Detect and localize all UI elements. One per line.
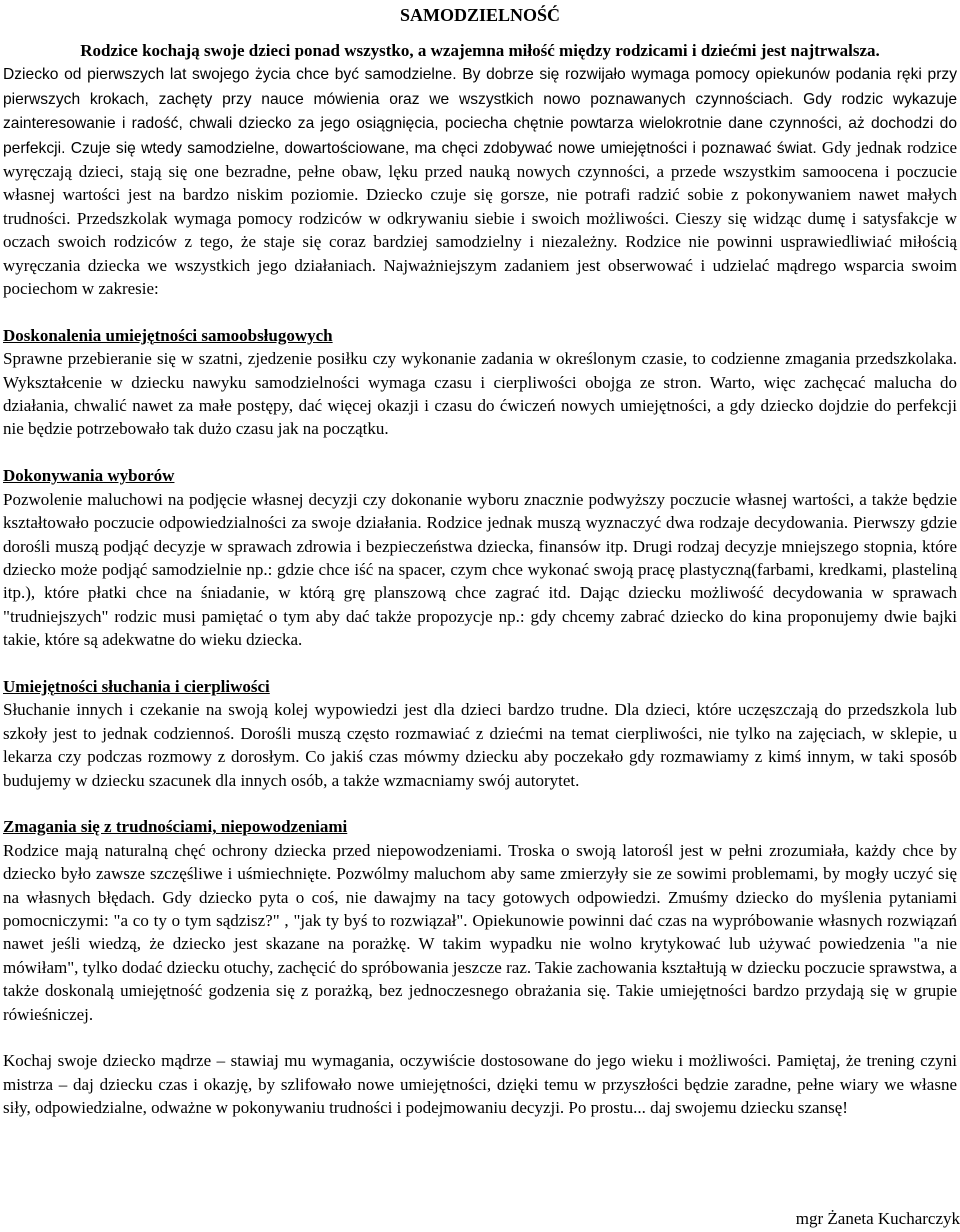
spacer <box>3 652 957 675</box>
section-text: Rodzice mają naturalną chęć ochrony dziecka przed niepowodzeniami. Troska o swoją latorośl jest w pełni zrozumiała, każdy chce by dziecko było zawsze szczęśliwe i uśmiechnięte. Pozwólmy maluchom aby same zmierzyły sie ze sowimi problemami, by mogły uczyć się na własnych błędach. Gdy dziecko pyta o coś, nie dawajmy na tacy gotowych odpowiedzi. Zmuśmy dziecko do myślenia pytaniami pomocniczymi: "a co ty o tym sądzisz?" , "jak ty byś to rozwiązał". Opiekunowie powinni dać czas na wypróbowanie własnych rozwiązań nawet jeśli wiedzą, że dziecko jest skazane na porażkę. W takim wypadku nie wolno krytykować lub używać powiedzenia "a nie mówiłam", tylko dodać dziecku otuchy, zachęcić do spróbowania jeszcze raz. Takie zachowania kształtują w dziecku poczucie sprawstwa, a także doskonalą umiejętność godzenia się z porażką, bez jednoczesnego obrażania się. Takie umiejętności bardzo przydają się w grupie rówieśniczej. <box>3 840 957 1024</box>
intro-serif-text: Gdy jednak rodzice wyręczają dzieci, stają się one bezradne, pełne obaw, lęku przed nauką nowych czynności, a przede wszystkim samoocena i poczucie własnej wartości jest na bardzo niskim poziomie. Dziecko czuje się gorsze, nie potrafi radzić sobie z pokonywaniem nawet małych trudności. Przedszkolak wymaga pomocy rodziców w odkrywaniu siebie i swoich możliwości. Cieszy się widząc dumę i satysfakcje w oczach swoich rodziców z tego, że staje się coraz bardziej samodzielny i niezależny. Rodzice nie powinni usprawiedliwiać miłością wyręczania dziecka we wszystkich jego działaniach. Najważniejszym zadaniem jest obserwować i udzielać mądrego wsparcia swoim pociechom w zakresie: <box>3 137 958 299</box>
section-text: Słuchanie innych i czekanie na swoją kolej wypowiedzi jest dla dzieci bardzo trudne. Dla dzieci, które uczęszczają do przedszkola lub szkoły jest to jednak codziennoś. Dorośli muszą często rozmawiać z dziećmi na temat cierpliwości, nie tylko na zajęciach, w sklepie, u lekarza czy podczas rozmowy z dorosłym. Co jakiś czas mówmy dziecku aby poczekało gdy rozmawiamy z kimś innym, w taki sposób budujemy w dziecku szacunek dla innych osób, a także wzmacniamy swój autorytet. <box>3 700 957 790</box>
document-page <box>3 0 957 1120</box>
spacer <box>3 300 957 323</box>
spacer <box>3 792 957 815</box>
closing-paragraph: Kochaj swoje dziecko mądrze – stawiaj mu wymagania, oczywiście dostosowane do jego wieku i możliwości. Pamiętaj, że trening czyni mistrza – daj dziecku czas i okazję, by szlifowało nowe umiejętności, dzięki temu w przyszłości będzie zaradne, pełne wiary we własne siły, odpowiedzialne, odważne w pokonywaniu trudności i podejmowaniu decyzji. Po prostu... daj swojemu dziecku szansę! <box>3 1051 957 1118</box>
section-text: Pozwolenie maluchowi na podjęcie własnej decyzji czy dokonanie wyboru znacznie podwyższy poczucie własnej wartości, a także będzie kształtowało poczucie odpowiedzialności za swoje działania. Rodzice jednak muszą wyznaczyć dwa rodzaje decydowania. Pierwszy gdzie dorośli muszą podjąć decyzje w sprawach zdrowia i bezpieczeństwa dziecka, finansów itp. Drugi rodzaj decyzje mniejszego stopnia, które dziecko może podjąć samodzielnie np.: gdzie chce iść na spacer, czym chce wykonać swoją pracę plastyczną(farbami, kredkami, plasteliną itp.), które płatki chce na śniadanie, w którą grę planszową chce zagrać itd. Dając dziecku możliwość decydowania w sprawach "trudniejszych" rodzic musi pamiętać o tym aby dać także propozycje np.: gdy chcemy zabrać dziecko do kina proponujemy dwie bajki takie, które są adekwatne do wieku dziecka. <box>3 489 957 650</box>
spacer <box>3 441 957 464</box>
section-heading: Doskonalenia umiejętności samoobsługowych <box>3 325 333 345</box>
intro-sans-text: Dziecko od pierwszych lat swojego życia chce być samodzielne. By dobrze się rozwijało wymaga pomocy opiekunów podania ręki przy pierwszych krokach, zachęty przy nauce mówienia oraz we wszystkich nowo poznawanych czynnościach. Gdy rodzic wykazuje zainteresowanie i radość, chwali dziecko za jego osiągnięcia, pociecha chętnie powtarza wielokrotnie dane czynności, aż dochodzi do perfekcji. Czuje się wtedy samodzielne, dowartościowane, ma chęci zdobywać nowe umiejętności i poznawać świat. <box>3 66 957 157</box>
lead-sentence: Rodzice kochają swoje dzieci ponad wszystko, a wzajemna miłość między rodzicami i dziećmi jest najtrwalsza. <box>80 41 880 60</box>
spacer <box>3 1026 957 1049</box>
section-heading: Umiejętności słuchania i cierpliwości <box>3 676 270 696</box>
section-listening <box>3 675 957 792</box>
section-choices <box>3 464 957 651</box>
section-heading: Zmagania się z trudnościami, niepowodzeniami <box>3 817 348 837</box>
section-selfcare <box>3 324 957 441</box>
section-difficulties <box>3 815 957 1026</box>
author-signature: mgr Żaneta Kucharczyk <box>795 1209 960 1228</box>
intro-paragraph <box>3 62 957 300</box>
section-heading: Dokonywania wyborów <box>3 466 175 486</box>
document-title: SAMODZIELNOŚĆ <box>399 5 561 25</box>
section-text: Sprawne przebieranie się w szatni, zjedzenie posiłku czy wykonanie zadania w określonym czasie, to codzienne zmagania przedszkolaka. Wykształcenie w dziecku nawyku samodzielności wymaga czasu i cierpliwości obojga ze stron. Warto, więc zachęcać malucha do działania, chwalić nawet za małe postępy, dać więcej okazji i czasu do ćwiczeń nowych umiejętności, a gdy dziecko dojdzie do perfekcji nie będzie potrzebowało tak dużo czasu jak na początku. <box>3 349 957 439</box>
